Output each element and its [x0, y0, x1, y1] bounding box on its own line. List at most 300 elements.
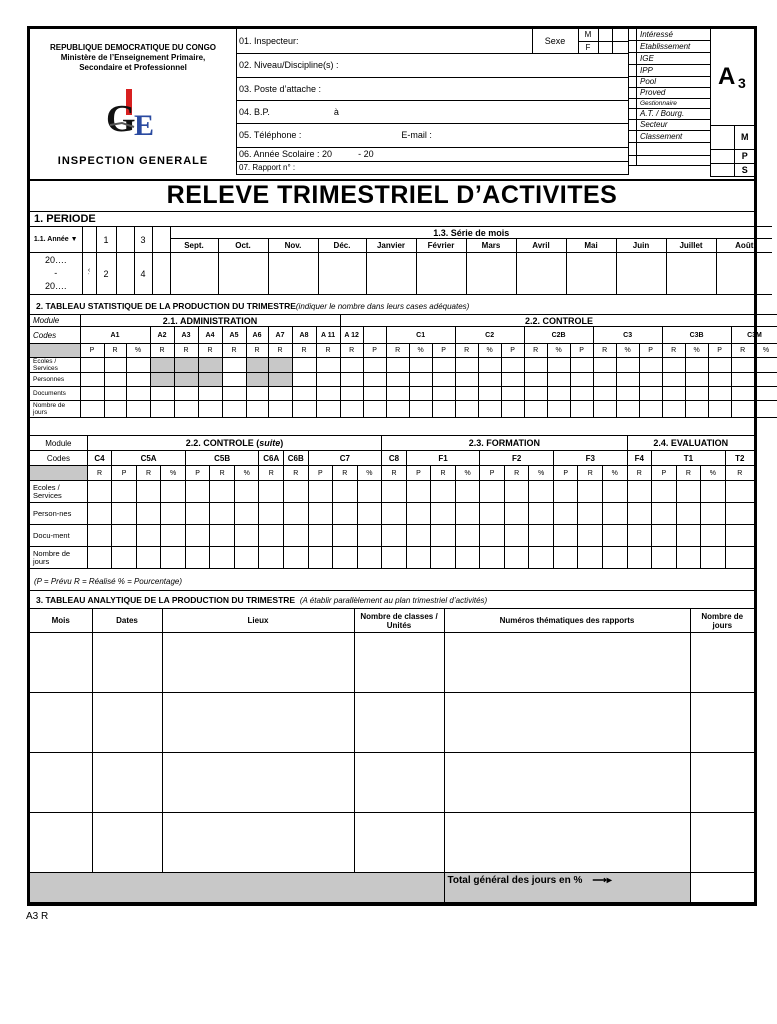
stat-cell-3-20[interactable] — [524, 401, 547, 418]
stat2-cell-3-16[interactable] — [455, 547, 480, 569]
stat2-cell-3-17[interactable] — [480, 547, 505, 569]
stat2-cell-0-10[interactable] — [308, 481, 333, 503]
stat-cell-0-12[interactable] — [340, 358, 363, 373]
stat-cell-2-19[interactable] — [501, 387, 524, 401]
recipient-box-4[interactable] — [629, 76, 637, 87]
stat2-cell-2-18[interactable] — [504, 525, 529, 547]
stat2-cell-1-25[interactable] — [676, 503, 701, 525]
stat2-cell-1-21[interactable] — [578, 503, 603, 525]
month-cell-avril[interactable] — [516, 253, 566, 295]
stat2-cell-2-24[interactable] — [652, 525, 677, 547]
stat2-cell-3-20[interactable] — [553, 547, 578, 569]
stat-cell-3-1[interactable] — [80, 401, 104, 418]
stat-cell-2-20[interactable] — [524, 387, 547, 401]
ana-cell-1-2[interactable] — [162, 693, 354, 753]
stat-cell-0-27[interactable] — [685, 358, 708, 373]
stat-cell-2-3[interactable] — [126, 387, 150, 401]
stat-cell-2-5[interactable] — [174, 387, 198, 401]
stat2-cell-3-19[interactable] — [529, 547, 554, 569]
stat2-cell-3-6[interactable] — [210, 547, 235, 569]
stat-cell-2-16[interactable] — [432, 387, 455, 401]
stat-cell-1-17[interactable] — [455, 373, 478, 387]
stat2-cell-3-15[interactable] — [431, 547, 456, 569]
stat2-cell-0-19[interactable] — [529, 481, 554, 503]
recipient-box-11b[interactable] — [637, 155, 711, 165]
stat2-cell-1-19[interactable] — [529, 503, 554, 525]
stat-cell-0-22[interactable] — [570, 358, 593, 373]
stat2-cell-2-15[interactable] — [431, 525, 456, 547]
stat2-cell-0-20[interactable] — [553, 481, 578, 503]
recipient-box-11[interactable] — [629, 155, 637, 165]
mps-box-s[interactable] — [711, 163, 735, 176]
trim-2[interactable]: 2 — [96, 253, 116, 295]
month-cell-nov[interactable] — [268, 253, 318, 295]
mps-box-m[interactable] — [711, 125, 735, 149]
stat2-cell-3-18[interactable] — [504, 547, 529, 569]
stat2-cell-3-1[interactable] — [87, 547, 112, 569]
stat2-cell-3-13[interactable] — [382, 547, 407, 569]
stat2-cell-1-10[interactable] — [308, 503, 333, 525]
stat2-cell-2-23[interactable] — [627, 525, 652, 547]
stat2-cell-2-9[interactable] — [284, 525, 309, 547]
stat-cell-2-22[interactable] — [570, 387, 593, 401]
stat-cell-1-19[interactable] — [501, 373, 524, 387]
stat-cell-0-29[interactable] — [731, 358, 754, 373]
stat2-cell-0-21[interactable] — [578, 481, 603, 503]
stat2-cell-3-3[interactable] — [136, 547, 161, 569]
trim-blank-4[interactable] — [116, 253, 134, 295]
stat-cell-3-30[interactable] — [754, 401, 777, 418]
stat-cell-3-23[interactable] — [593, 401, 616, 418]
stat2-cell-1-22[interactable] — [603, 503, 628, 525]
ana-cell-2-0[interactable] — [30, 753, 92, 813]
stat-cell-2-1[interactable] — [80, 387, 104, 401]
stat2-cell-3-12[interactable] — [357, 547, 382, 569]
stat2-cell-1-24[interactable] — [652, 503, 677, 525]
trim-mark-small[interactable]: ‹ ˙ — [82, 253, 96, 295]
stat2-cell-0-18[interactable] — [504, 481, 529, 503]
field-bp[interactable] — [236, 100, 628, 123]
recipient-box-1[interactable] — [629, 40, 637, 52]
stat2-cell-0-6[interactable] — [210, 481, 235, 503]
ana-cell-2-3[interactable] — [354, 753, 444, 813]
stat-cell-0-20[interactable] — [524, 358, 547, 373]
recipient-box-10b[interactable] — [637, 142, 711, 155]
stat-cell-3-19[interactable] — [501, 401, 524, 418]
email-label: E-mail : — [401, 130, 432, 140]
stat-cell-0-13[interactable] — [363, 358, 386, 373]
stat2-cell-0-26[interactable] — [701, 481, 726, 503]
ana-cell-2-2[interactable] — [162, 753, 354, 813]
stat-cell-0-28[interactable] — [708, 358, 731, 373]
stat-cell-3-11[interactable] — [316, 401, 340, 418]
stat2-cell-3-7[interactable] — [234, 547, 259, 569]
ana-cell-1-4[interactable] — [444, 693, 690, 753]
stat-cell-3-12[interactable] — [340, 401, 363, 418]
ana-cell-3-1[interactable] — [92, 813, 162, 873]
field-telephone[interactable] — [236, 123, 628, 147]
ana-cell-0-0[interactable] — [30, 633, 92, 693]
stat-cell-2-23[interactable] — [593, 387, 616, 401]
sex-m-box[interactable] — [598, 29, 612, 41]
ana-cell-0-5[interactable] — [690, 633, 754, 693]
stat-cell-3-10[interactable] — [292, 401, 316, 418]
stat-cell-0-16[interactable] — [432, 358, 455, 373]
stat2-cell-3-11[interactable] — [333, 547, 358, 569]
stat-cell-0-1[interactable] — [80, 358, 104, 373]
stat-cell-2-6[interactable] — [198, 387, 222, 401]
ana-cell-3-3[interactable] — [354, 813, 444, 873]
stat-cell-1-14[interactable] — [386, 373, 409, 387]
stat2-cell-3-8[interactable] — [259, 547, 284, 569]
stat-cell-3-3[interactable] — [126, 401, 150, 418]
stat2-cell-1-7[interactable] — [234, 503, 259, 525]
trim-blank-1[interactable] — [82, 227, 96, 253]
month-cell-mars[interactable] — [466, 253, 516, 295]
stat-cell-3-16[interactable] — [432, 401, 455, 418]
field-poste-attache[interactable]: 03. Poste d’attache : — [236, 77, 628, 100]
stat-cell-1-10[interactable] — [292, 373, 316, 387]
stat-cell-2-25[interactable] — [639, 387, 662, 401]
stat-cell-2-18[interactable] — [478, 387, 501, 401]
stat2-cell-2-5[interactable] — [185, 525, 210, 547]
stat2-cell-0-13[interactable] — [382, 481, 407, 503]
stat2-cell-0-7[interactable] — [234, 481, 259, 503]
stat-cell-3-21[interactable] — [547, 401, 570, 418]
month-cell-mai[interactable] — [566, 253, 616, 295]
inspection-generale: INSPECTION GENERALE — [57, 155, 209, 167]
stat-cell-3-29[interactable] — [731, 401, 754, 418]
stat-cell-1-26[interactable] — [662, 373, 685, 387]
stat-cell-3-22[interactable] — [570, 401, 593, 418]
stat2-cell-0-27[interactable] — [725, 481, 754, 503]
stat-cell-2-30[interactable] — [754, 387, 777, 401]
stat-cell-3-6[interactable] — [198, 401, 222, 418]
stat-cell-3-18[interactable] — [478, 401, 501, 418]
trim-1[interactable]: 1 — [96, 227, 116, 253]
stat-cell-0-7[interactable] — [222, 358, 246, 373]
stat2-cell-2-12[interactable] — [357, 525, 382, 547]
stat-cell-2-2[interactable] — [104, 387, 126, 401]
stat2-cell-3-10[interactable] — [308, 547, 333, 569]
stat2-cell-0-9[interactable] — [284, 481, 309, 503]
stat-cell-0-17[interactable] — [455, 358, 478, 373]
stat-cell-2-9[interactable] — [268, 387, 292, 401]
ana-cell-2-4[interactable] — [444, 753, 690, 813]
stat2-cell-3-2[interactable] — [112, 547, 137, 569]
stat2-cell-0-24[interactable] — [652, 481, 677, 503]
stat-cell-1-2[interactable] — [104, 373, 126, 387]
mps-box-p[interactable] — [711, 149, 735, 163]
stat2-cell-0-16[interactable] — [455, 481, 480, 503]
month-cell-fevrier[interactable] — [416, 253, 466, 295]
stat2-cell-1-23[interactable] — [627, 503, 652, 525]
stat2-cell-2-27[interactable] — [725, 525, 754, 547]
stat2-cell-2-22[interactable] — [603, 525, 628, 547]
stat2-cell-0-12[interactable] — [357, 481, 382, 503]
stat2-cell-3-9[interactable] — [284, 547, 309, 569]
stat2-cell-1-3[interactable] — [136, 503, 161, 525]
stat2-cell-2-26[interactable] — [701, 525, 726, 547]
stat2-cell-3-21[interactable] — [578, 547, 603, 569]
stat-cell-2-24[interactable] — [616, 387, 639, 401]
stat-cell-3-24[interactable] — [616, 401, 639, 418]
stat2-cell-0-15[interactable] — [431, 481, 456, 503]
stat2-cell-2-11[interactable] — [333, 525, 358, 547]
field-rapport-numero[interactable]: 07. Rapport n° : — [236, 161, 628, 174]
total-value[interactable] — [690, 873, 754, 903]
stat-cell-1-1[interactable] — [80, 373, 104, 387]
stat-cell-1-20[interactable] — [524, 373, 547, 387]
stat-cell-0-3[interactable] — [126, 358, 150, 373]
stat-cell-2-26[interactable] — [662, 387, 685, 401]
stat-cell-0-15[interactable] — [409, 358, 432, 373]
stat2-cell-1-14[interactable] — [406, 503, 431, 525]
stat-cell-1-13[interactable] — [363, 373, 386, 387]
recipient-box-0[interactable] — [629, 29, 637, 40]
stat-cell-1-18[interactable] — [478, 373, 501, 387]
stat-cell-0-25[interactable] — [639, 358, 662, 373]
stat2-cell-1-15[interactable] — [431, 503, 456, 525]
stat-cell-2-21[interactable] — [547, 387, 570, 401]
stat-cell-3-4[interactable] — [150, 401, 174, 418]
stat-cell-3-13[interactable] — [363, 401, 386, 418]
month-cell-juillet[interactable] — [666, 253, 716, 295]
stat2-cell-1-27[interactable] — [725, 503, 754, 525]
stat-cell-1-16[interactable] — [432, 373, 455, 387]
stat-cell-1-27[interactable] — [685, 373, 708, 387]
ana-cell-3-0[interactable] — [30, 813, 92, 873]
month-cell-aout[interactable] — [716, 253, 772, 295]
trim-3[interactable]: 3 — [134, 227, 152, 253]
month-cell-janvier[interactable] — [366, 253, 416, 295]
stat2-cell-2-1[interactable] — [87, 525, 112, 547]
ana-cell-0-4[interactable] — [444, 633, 690, 693]
stat-cell-2-17[interactable] — [455, 387, 478, 401]
stat-cell-2-13[interactable] — [363, 387, 386, 401]
stat-cell-1-11[interactable] — [316, 373, 340, 387]
stat-cell-0-23[interactable] — [593, 358, 616, 373]
stat-cell-3-2[interactable] — [104, 401, 126, 418]
stat-cell-2-12[interactable] — [340, 387, 363, 401]
recipient-box-8[interactable] — [629, 119, 637, 130]
stat-cell-0-24[interactable] — [616, 358, 639, 373]
stat2-cell-0-11[interactable] — [333, 481, 358, 503]
stat-cell-2-27[interactable] — [685, 387, 708, 401]
stat2-cell-1-17[interactable] — [480, 503, 505, 525]
stat-cell-2-29[interactable] — [731, 387, 754, 401]
stat-cell-0-2[interactable] — [104, 358, 126, 373]
sex-m-box-2[interactable] — [612, 29, 628, 41]
stat2-cell-3-24[interactable] — [652, 547, 677, 569]
field-inspecteur[interactable]: 01. Inspecteur: — [236, 29, 532, 53]
ana-cell-2-5[interactable] — [690, 753, 754, 813]
stat-cell-2-8[interactable] — [246, 387, 268, 401]
stat2-cell-2-13[interactable] — [382, 525, 407, 547]
stat2-cell-1-1[interactable] — [87, 503, 112, 525]
stat2-cell-3-27[interactable] — [725, 547, 754, 569]
ana-cell-2-1[interactable] — [92, 753, 162, 813]
stat2-cell-2-4[interactable] — [161, 525, 186, 547]
stat2-cell-1-11[interactable] — [333, 503, 358, 525]
stat2-cell-1-16[interactable] — [455, 503, 480, 525]
stat-cell-3-8[interactable] — [246, 401, 268, 418]
stat2-cell-0-5[interactable] — [185, 481, 210, 503]
month-cell-juin[interactable] — [616, 253, 666, 295]
trim-4[interactable]: 4 — [134, 253, 152, 295]
stat2-cell-2-21[interactable] — [578, 525, 603, 547]
ana-cell-1-1[interactable] — [92, 693, 162, 753]
stat2-cell-3-4[interactable] — [161, 547, 186, 569]
stat-cell-0-14[interactable] — [386, 358, 409, 373]
stat-cell-3-27[interactable] — [685, 401, 708, 418]
stat-cell-1-24[interactable] — [616, 373, 639, 387]
stat-cell-3-9[interactable] — [268, 401, 292, 418]
org-line-3: Secondaire et Professionnel — [79, 63, 187, 72]
ana-cell-3-4[interactable] — [444, 813, 690, 873]
stat2-cell-1-12[interactable] — [357, 503, 382, 525]
stat-cell-1-29[interactable] — [731, 373, 754, 387]
stat-cell-2-4[interactable] — [150, 387, 174, 401]
trim-blank-5[interactable] — [152, 253, 170, 295]
stat2-cell-1-20[interactable] — [553, 503, 578, 525]
stat2-cell-0-3[interactable] — [136, 481, 161, 503]
stat2-cell-2-7[interactable] — [234, 525, 259, 547]
trim-blank-3[interactable] — [152, 227, 170, 253]
stat-cell-1-15[interactable] — [409, 373, 432, 387]
stat-cell-3-28[interactable] — [708, 401, 731, 418]
stat-cell-0-18[interactable] — [478, 358, 501, 373]
trim-blank-2[interactable] — [116, 227, 134, 253]
stat2-cell-2-19[interactable] — [529, 525, 554, 547]
sex-f-box-2[interactable] — [612, 41, 628, 53]
stat2-cell-1-2[interactable] — [112, 503, 137, 525]
ana-cell-0-3[interactable] — [354, 633, 444, 693]
field-annee-scolaire[interactable] — [236, 147, 628, 161]
recipient-box-7[interactable] — [629, 108, 637, 119]
stat-cell-3-25[interactable] — [639, 401, 662, 418]
recipient-box-2[interactable] — [629, 52, 637, 64]
stat2-cell-0-2[interactable] — [112, 481, 137, 503]
recipient-box-9[interactable] — [629, 130, 637, 142]
stat-cell-1-12[interactable] — [340, 373, 363, 387]
stat2-cell-1-26[interactable] — [701, 503, 726, 525]
month-cell-dec[interactable] — [318, 253, 366, 295]
stat-cell-1-21[interactable] — [547, 373, 570, 387]
stat2-cell-0-25[interactable] — [676, 481, 701, 503]
stat2-cell-0-22[interactable] — [603, 481, 628, 503]
ana-cell-3-2[interactable] — [162, 813, 354, 873]
stat2-cell-2-25[interactable] — [676, 525, 701, 547]
stat-cell-1-30[interactable] — [754, 373, 777, 387]
stat-cell-0-26[interactable] — [662, 358, 685, 373]
ana-cell-3-5[interactable] — [690, 813, 754, 873]
mps-m: M — [735, 125, 755, 149]
stat-cell-1-3[interactable] — [126, 373, 150, 387]
stat-cell-3-5[interactable] — [174, 401, 198, 418]
stat2-cell-2-16[interactable] — [455, 525, 480, 547]
stat-cell-2-28[interactable] — [708, 387, 731, 401]
stat-cell-2-10[interactable] — [292, 387, 316, 401]
stat2-cell-3-25[interactable] — [676, 547, 701, 569]
stat-cell-3-7[interactable] — [222, 401, 246, 418]
stat2-cell-1-6[interactable] — [210, 503, 235, 525]
stat2-cell-3-14[interactable] — [406, 547, 431, 569]
stat2-cell-1-5[interactable] — [185, 503, 210, 525]
stat-cell-0-21[interactable] — [547, 358, 570, 373]
ana-cell-1-5[interactable] — [690, 693, 754, 753]
stat2-cell-2-20[interactable] — [553, 525, 578, 547]
recipient-box-3[interactable] — [629, 64, 637, 76]
stat-cell-0-19[interactable] — [501, 358, 524, 373]
stat2-cell-3-26[interactable] — [701, 547, 726, 569]
stat2-cell-2-8[interactable] — [259, 525, 284, 547]
stat2-cell-0-14[interactable] — [406, 481, 431, 503]
month-cell-oct[interactable] — [218, 253, 268, 295]
stat-cell-1-28[interactable] — [708, 373, 731, 387]
stat-cell-0-10[interactable] — [292, 358, 316, 373]
row-label-2: Documents — [30, 387, 80, 401]
stat-cell-3-26[interactable] — [662, 401, 685, 418]
stat2-cell-2-14[interactable] — [406, 525, 431, 547]
stat2-cell-1-13[interactable] — [382, 503, 407, 525]
col2-marker-7: R — [259, 466, 284, 481]
stat2-cell-1-18[interactable] — [504, 503, 529, 525]
ana-cell-0-2[interactable] — [162, 633, 354, 693]
stat2-cell-0-4[interactable] — [161, 481, 186, 503]
stat-cell-2-7[interactable] — [222, 387, 246, 401]
stat2-cell-2-17[interactable] — [480, 525, 505, 547]
stat-cell-3-14[interactable] — [386, 401, 409, 418]
recipient-box-10[interactable] — [629, 142, 637, 155]
stat-cell-3-17[interactable] — [455, 401, 478, 418]
annee-values[interactable] — [30, 253, 82, 295]
stat2-cell-2-6[interactable] — [210, 525, 235, 547]
ana-cell-1-3[interactable] — [354, 693, 444, 753]
stat2-cell-1-9[interactable] — [284, 503, 309, 525]
stat-cell-2-11[interactable] — [316, 387, 340, 401]
stat-cell-1-22[interactable] — [570, 373, 593, 387]
field-niveau-discipline[interactable]: 02. Niveau/Discipline(s) : — [236, 53, 628, 77]
stat2-cell-2-10[interactable] — [308, 525, 333, 547]
stat2-cell-3-22[interactable] — [603, 547, 628, 569]
stat2-cell-1-4[interactable] — [161, 503, 186, 525]
stat2-cell-2-2[interactable] — [112, 525, 137, 547]
stat-cell-1-25[interactable] — [639, 373, 662, 387]
stat-cell-1-7[interactable] — [222, 373, 246, 387]
ana-cell-0-1[interactable] — [92, 633, 162, 693]
month-cell-sept[interactable] — [170, 253, 218, 295]
stat-cell-2-14[interactable] — [386, 387, 409, 401]
recipient-box-6[interactable] — [629, 98, 637, 108]
stat2-cell-0-8[interactable] — [259, 481, 284, 503]
stat2-cell-3-5[interactable] — [185, 547, 210, 569]
stat2-cell-0-17[interactable] — [480, 481, 505, 503]
stat2-cell-1-8[interactable] — [259, 503, 284, 525]
stat-cell-0-30[interactable] — [754, 358, 777, 373]
sex-f-box[interactable] — [598, 41, 612, 53]
stat2-cell-0-23[interactable] — [627, 481, 652, 503]
stat-cell-2-15[interactable] — [409, 387, 432, 401]
stat2-cell-2-3[interactable] — [136, 525, 161, 547]
recipient-box-5[interactable] — [629, 87, 637, 98]
stat-cell-0-11[interactable] — [316, 358, 340, 373]
stat2-cell-3-23[interactable] — [627, 547, 652, 569]
stat-cell-3-15[interactable] — [409, 401, 432, 418]
ana-cell-1-0[interactable] — [30, 693, 92, 753]
stat2-cell-0-1[interactable] — [87, 481, 112, 503]
stat-cell-1-23[interactable] — [593, 373, 616, 387]
